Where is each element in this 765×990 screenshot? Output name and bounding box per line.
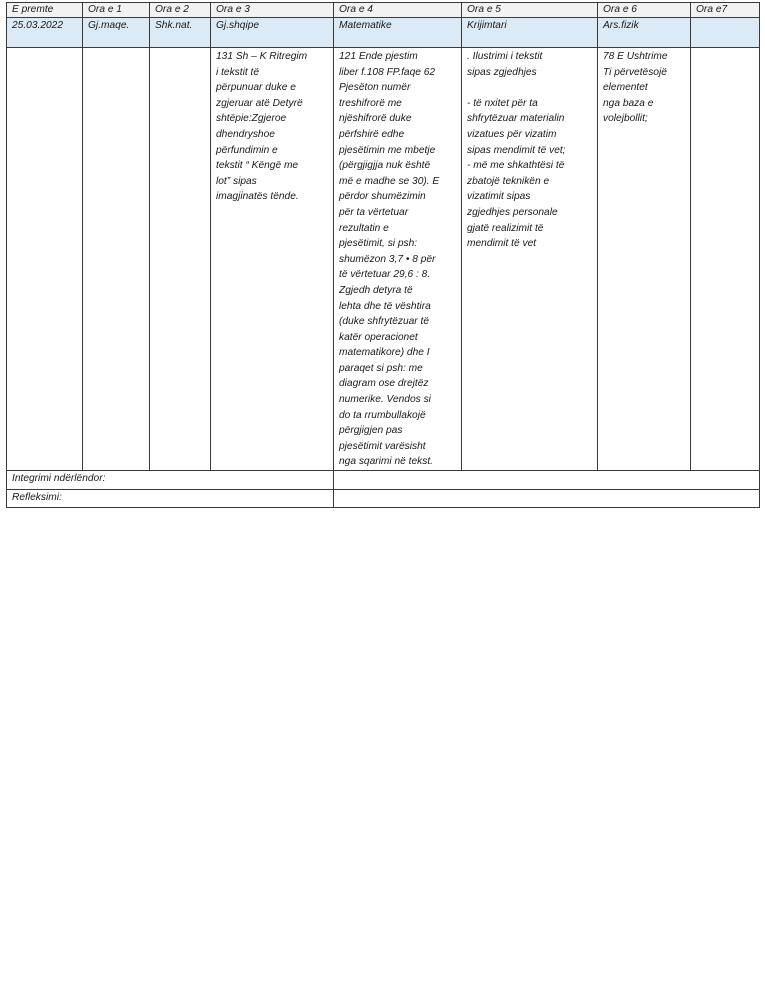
slot-header-4: Ora e 4 [334,3,462,18]
content-cell-2 [150,48,211,471]
content-cell-3 [211,48,334,471]
content-cell-5 [462,48,598,471]
slot-header-1: Ora e 1 [83,3,150,18]
lesson-plan-table [6,2,760,508]
subject-cell-3: Gj.shqipe [211,18,334,48]
content-text-6: 78 E Ushtrime Ti përvetësojë elementet nga baza e volejbollit; [603,51,668,125]
reflection-value [334,490,760,508]
content-cell-1 [83,48,150,471]
content-cell-7 [691,48,760,471]
subject-cell-6: Ars.fizik [598,18,691,48]
subject-cell-1: Gj.maqe. [83,18,150,48]
subject-cell-7 [691,18,760,48]
date-cell: 25.03.2022 [7,18,83,48]
day-header: E premte [7,3,83,18]
integration-label: Integrimi ndërlëndor: [7,471,334,490]
date-subject-row [7,18,760,48]
subject-cell-5: Krijimtari [462,18,598,48]
content-text-4: 121 Ende pjestim liber f.108 FP.faqe 62 Pjesëton numër treshifrorë me njëshifrorë duke përfshirë edhe pjesëtimin me mbetje (përgjigjja nuk është më e madhe se 30). E përdor shumëzimin për ta vërtetuar rezultatin e pjesëtimit, si psh: shumëzon 3,7 • 8 për të vërtetuar 29,6 : 8. Zgjedh detyra të lehta dhe të vështira (duke shfrytëzuar të katër operacionet matematikore) dhe I paraqet si psh: me diagram ose drejtëz numerike. Vendos si do ta rrumbullakojë përgjigjen pas pjesëtimit varësisht nga sqarimi në tekst. [339,51,440,468]
header-row [7,3,760,18]
content-text-5: . Ilustrimi i tekstit sipas zgjedhjes - të nxitet për ta shfrytëzuar materialin vizatues për vizatim sipas mendimit të vet; - më me shkathtësi të zbatojë teknikën e vizatimit sipas zgjedhjes personale gjatë realizimit të mendimit të vet [467,51,566,250]
reflection-row [7,490,760,508]
slot-header-6: Ora e 6 [598,3,691,18]
content-cell-4 [334,48,462,471]
content-cell-6 [598,48,691,471]
subject-cell-4: Matematike [334,18,462,48]
content-cell-day [7,48,83,471]
lesson-content-row [7,48,760,471]
content-text-3: 131 Sh – K Ritregim i tekstit të përpunuar duke e zgjeruar atë Detyrë shtëpie:Zgjeroe dhendryshoe përfundimin e tekstit “ Këngë me lot” sipas imagjinatës tënde. [216,51,308,203]
slot-header-7: Ora e7 [691,3,760,18]
integration-row [7,471,760,490]
slot-header-3: Ora e 3 [211,3,334,18]
subject-cell-2: Shk.nat. [150,18,211,48]
integration-value [334,471,760,490]
slot-header-5: Ora e 5 [462,3,598,18]
reflection-label: Refleksimi: [7,490,334,508]
slot-header-2: Ora e 2 [150,3,211,18]
